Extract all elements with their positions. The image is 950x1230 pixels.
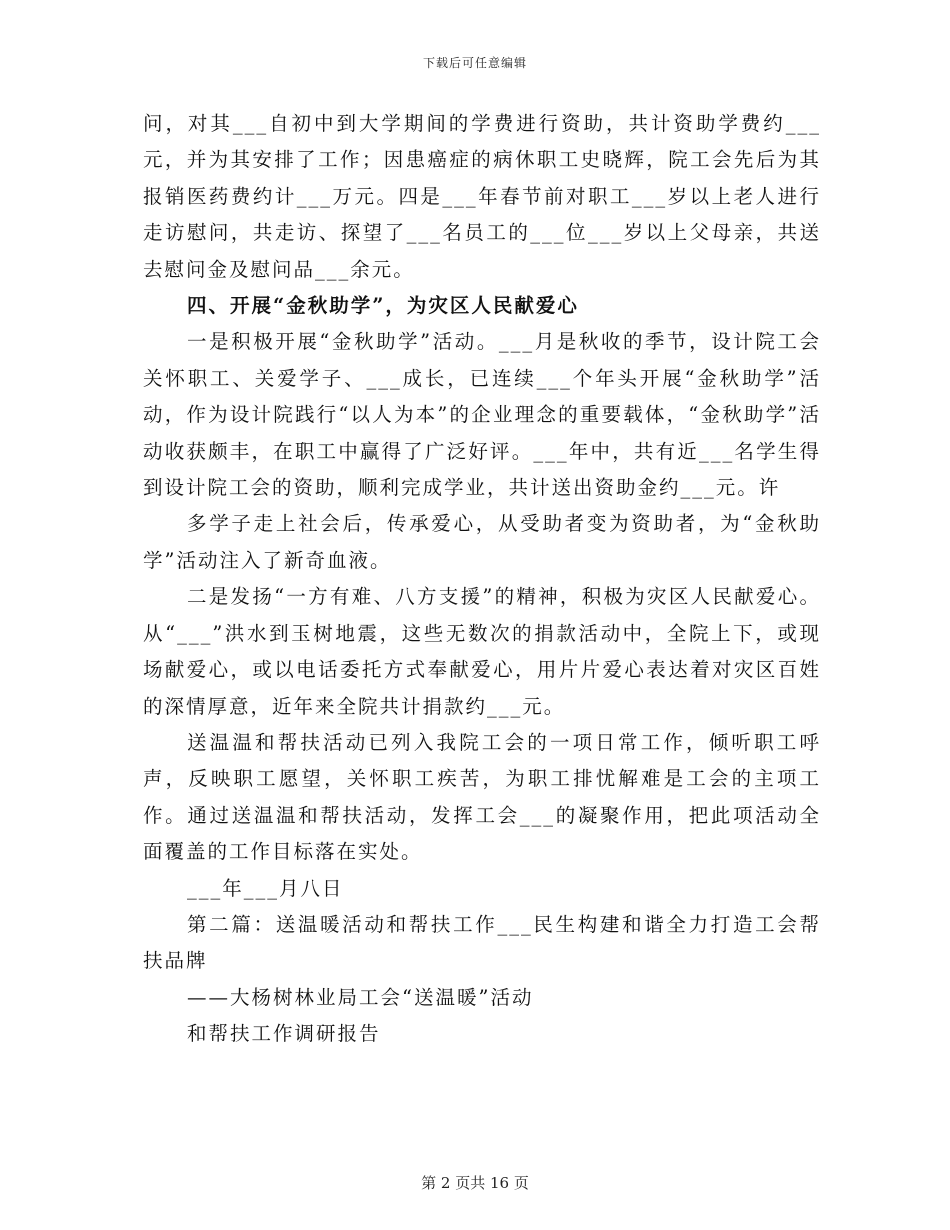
page-number: 第 2 页共 16 页	[421, 1174, 529, 1192]
paragraph-summary: 送温温和帮扶活动已列入我院工会的一项日常工作，倾听职工呼声，反映职工愿望，关怀职工疾苦，为职工排忧解难是工会的主项工作。通过送温温和帮扶活动，发挥工会___的凝聚作用，把此项活动全面覆盖的工作目标落在实处。	[143, 730, 821, 864]
chapter-subtitle: ——大杨树林业局工会“送温暖”活动	[187, 985, 534, 1009]
page-header: 下载后可任意编辑	[422, 56, 527, 70]
date-line: ___年___月八日	[187, 876, 344, 900]
paragraph-continuation: 问，对其___自初中到大学期间的学费进行资助，共计资助学费约___元，并为其安排了工作；因患癌症的病休职工史晓辉，院工会先后为其报销医药费约计___万元。四是___年春节前对职工___岁以上老人进行走访慰问，共走访、探望了___名员工的___位___岁以上父母亲，共送去慰问金及慰问品___余元。	[143, 112, 821, 281]
paragraph-golden-autumn: 一是积极开展“金秋助学”活动。___月是秋收的季节，设计院工会关怀职工、关爱学子、___成长，已连续___个年头开展“金秋助学”活动，作为设计院践行“以人为本”的企业理念的重要载体，“金秋助学”活动收获颇丰，在职工中赢得了广泛好评。___年中，共有近___名学生得到设计院工会的资助，顺利完成学业，共计送出资助金约___元。许	[143, 330, 821, 500]
chapter-title: 第二篇：送温暖活动和帮扶工作___民生构建和谐全力打造工会帮扶品牌	[143, 912, 821, 973]
document-body	[143, 106, 821, 1053]
paragraph-students: 多学子走上社会后，传承爱心，从受助者变为资助者，为“金秋助学”活动注入了新奇血液。	[143, 512, 821, 572]
chapter-subtitle-2: 和帮扶工作调研报告	[187, 1022, 381, 1046]
section-heading: 四、开展“金秋助学”，为灾区人民献爱心	[187, 294, 579, 318]
paragraph-disaster-relief: 二是发扬“一方有难、八方支援”的精神，积极为灾区人民献爱心。从“___”洪水到玉树地震，这些无数次的捐款活动中，全院上下，或现场献爱心，或以电话委托方式奉献爱心，用片片爱心表达着对灾区百姓的深情厚意，近年来全院共计捐款约___元。	[143, 585, 821, 718]
